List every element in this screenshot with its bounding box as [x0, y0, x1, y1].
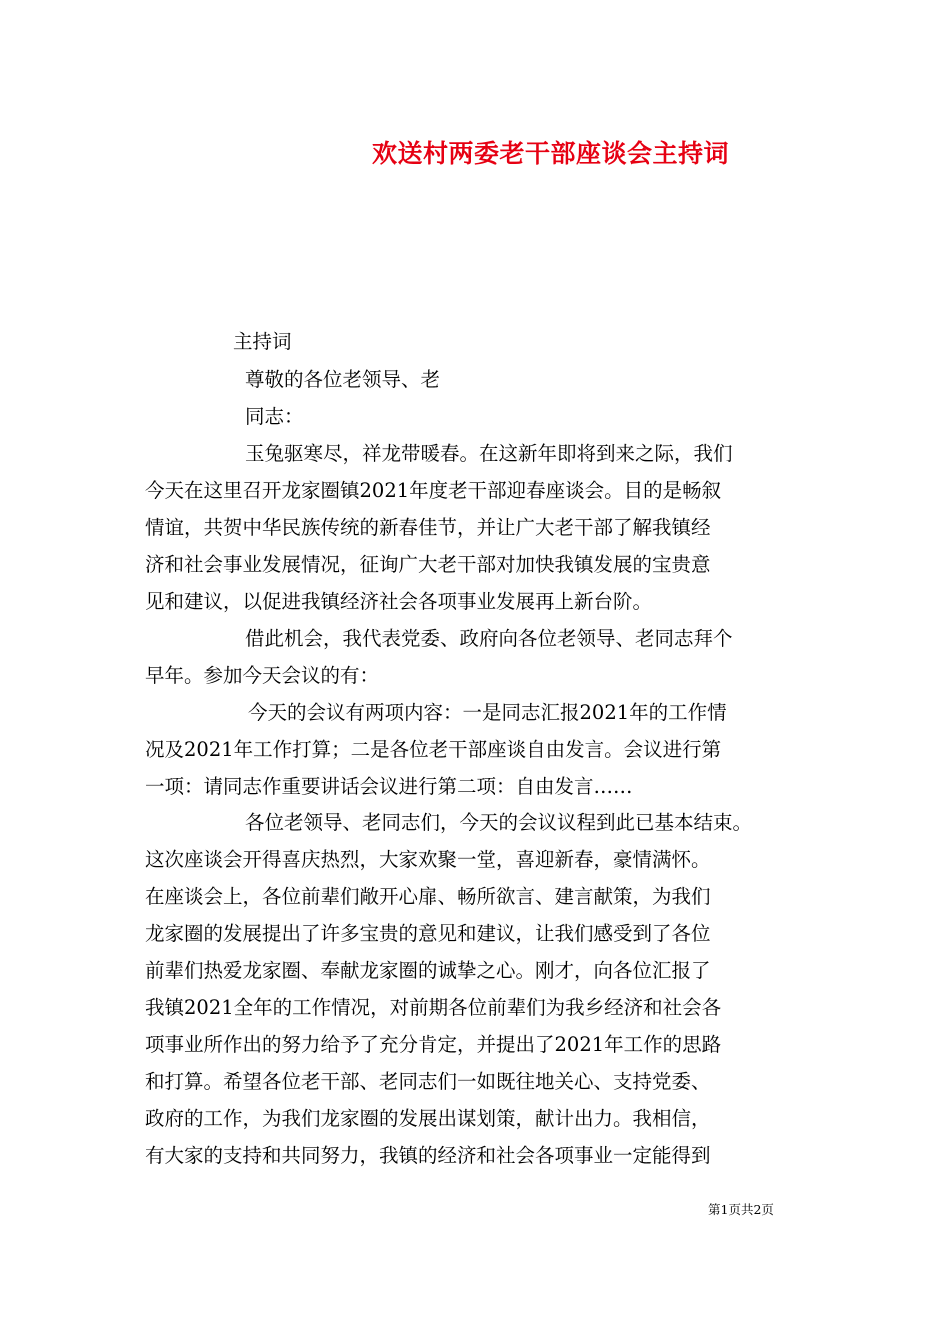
body-line: 前辈们热爱龙家圈、奉献龙家圈的诚挚之心。刚才，向各位汇报了	[145, 959, 711, 982]
body-line: 在座谈会上，各位前辈们敞开心扉、畅所欲言、建言献策，为我们	[145, 885, 711, 908]
body-line: 项事业所作出的努力给予了充分肯定，并提出了2021年工作的思路	[145, 1033, 722, 1056]
body-line: 早年。参加今天会议的有：	[145, 664, 380, 687]
body-line: 济和社会事业发展情况，征询广大老干部对加快我镇发展的宝贵意	[145, 553, 711, 576]
body-line: 和打算。希望各位老干部、老同志们一如既往地关心、支持党委、	[145, 1070, 711, 1093]
document-title: 欢送村两委老干部座谈会主持词	[372, 139, 730, 168]
body-line: 各位老领导、老同志们，今天的会议议程到此已基本结束。	[245, 811, 753, 834]
body-line: 今天在这里召开龙家圈镇2021年度老干部迎春座谈会。目的是畅叙	[145, 479, 722, 502]
body-line: 主持词	[233, 330, 292, 353]
body-line: 我镇2021全年的工作情况，对前期各位前辈们为我乡经济和社会各	[145, 996, 722, 1019]
body-line: 政府的工作，为我们龙家圈的发展出谋划策，献计出力。我相信，	[145, 1107, 711, 1130]
body-line: 玉兔驱寒尽，祥龙带暖春。在这新年即将到来之际，我们	[245, 442, 733, 465]
body-line: 有大家的支持和共同努力，我镇的经济和社会各项事业一定能得到	[145, 1144, 711, 1167]
body-line: 况及2021年工作打算；二是各位老干部座谈自由发言。会议进行第	[145, 738, 722, 761]
page-footer: 第1页共2页	[708, 1202, 774, 1217]
body-line: 见和建议，以促进我镇经济社会各项事业发展再上新台阶。	[145, 590, 653, 613]
body-line: 一项：请同志作重要讲话会议进行第二项：自由发言……	[145, 775, 633, 798]
body-line: 同志：	[245, 405, 304, 428]
body-line: 今天的会议有两项内容：一是同志汇报2021年的工作情	[248, 701, 727, 724]
body-line: 情谊，共贺中华民族传统的新春佳节，并让广大老干部了解我镇经	[145, 516, 711, 539]
body-line: 这次座谈会开得喜庆热烈，大家欢聚一堂，喜迎新春，豪情满怀。	[145, 848, 711, 871]
body-line: 借此机会，我代表党委、政府向各位老领导、老同志拜个	[245, 627, 733, 650]
body-line: 尊敬的各位老领导、老	[245, 368, 441, 391]
body-line: 龙家圈的发展提出了许多宝贵的意见和建议，让我们感受到了各位	[145, 922, 711, 945]
